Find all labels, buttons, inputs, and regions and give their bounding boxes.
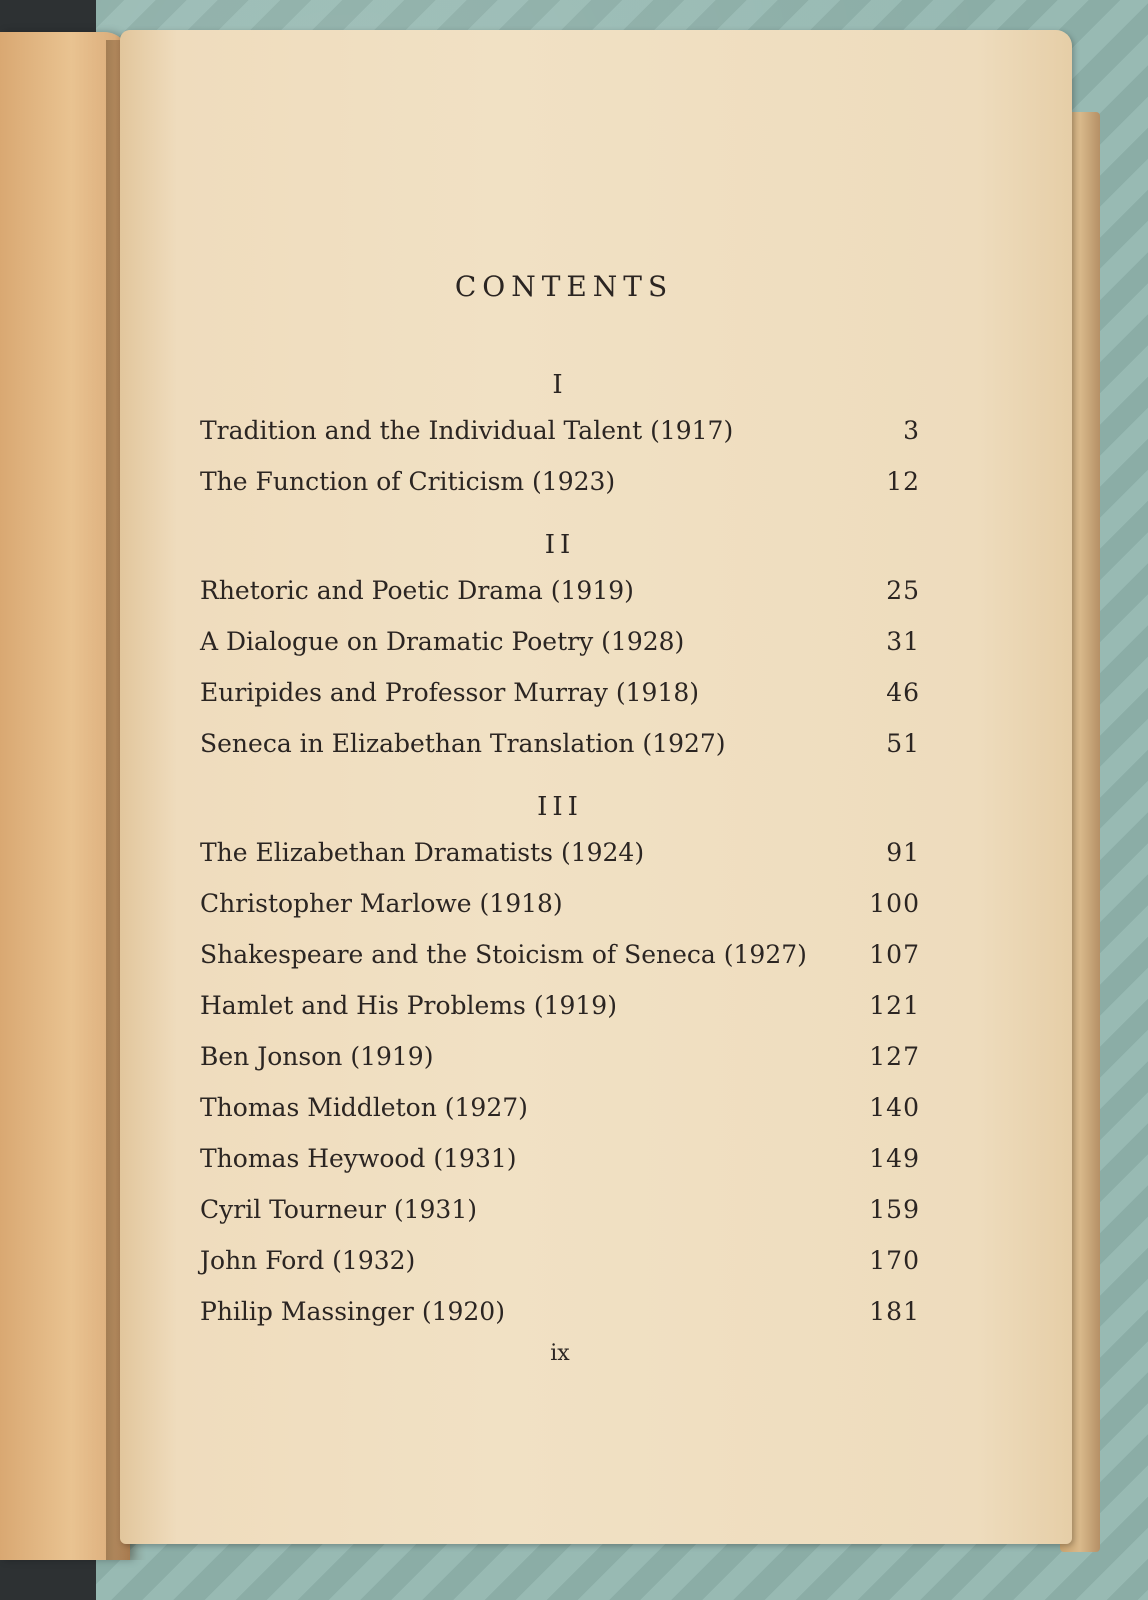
toc-entry-title: Hamlet and His Problems (1919): [200, 991, 617, 1020]
toc-entry-title: Thomas Heywood (1931): [200, 1144, 517, 1173]
toc-entry-page: 12: [886, 467, 920, 496]
toc-entry-title: A Dialogue on Dramatic Poetry (1928): [200, 627, 685, 656]
toc-entry-page: 159: [869, 1195, 920, 1224]
toc-entry-title: The Elizabethan Dramatists (1924): [200, 838, 645, 867]
toc-entry-title: Ben Jonson (1919): [200, 1042, 434, 1071]
toc-entry-title: Shakespeare and the Stoicism of Seneca (1927): [200, 940, 807, 969]
section-numeral: II: [544, 530, 576, 560]
toc-entry-page: 107: [869, 940, 920, 969]
toc-entry-page: 91: [886, 838, 920, 867]
toc-entry-title: Tradition and the Individual Talent (1917): [200, 416, 734, 445]
toc-entry-page: 25: [886, 576, 920, 605]
contents-heading: CONTENTS: [454, 270, 674, 303]
toc-entry-title: John Ford (1932): [200, 1246, 416, 1275]
toc-entry: [200, 1235, 920, 1286]
toc-entry-page: 149: [869, 1144, 920, 1173]
toc-entry-page: 46: [886, 678, 920, 707]
toc-entry-title: Rhetoric and Poetic Drama (1919): [200, 576, 634, 605]
toc-entry: [200, 1184, 920, 1235]
toc-entry: [200, 1286, 920, 1337]
toc-entry-title: Thomas Middleton (1927): [200, 1093, 528, 1122]
toc-entry-title: Philip Massinger (1920): [200, 1297, 505, 1326]
toc-entry: [200, 616, 920, 667]
page-folio: ix: [550, 1341, 570, 1366]
toc-entry-page: 51: [886, 729, 920, 758]
toc-entry: [200, 667, 920, 718]
toc-entry: [200, 565, 920, 616]
section-numeral: I: [552, 370, 568, 400]
toc-entry: [200, 405, 920, 456]
toc-entry: [200, 1082, 920, 1133]
toc-entry: [200, 718, 920, 769]
toc-entry-title: Christopher Marlowe (1918): [200, 889, 563, 918]
toc-entry: [200, 980, 920, 1031]
toc-entry-title: Seneca in Elizabethan Translation (1927): [200, 729, 726, 758]
toc-entry: [200, 1031, 920, 1082]
toc-entry-page: 121: [869, 991, 920, 1020]
toc-entry: [200, 878, 920, 929]
toc-entry: [200, 456, 920, 507]
contents-page: [120, 30, 1072, 1544]
toc-entry-page: 170: [869, 1246, 920, 1275]
toc-entry-page: 140: [869, 1093, 920, 1122]
toc-entry-title: The Function of Criticism (1923): [200, 467, 616, 496]
toc-entry-page: 127: [869, 1042, 920, 1071]
toc-entry: [200, 929, 920, 980]
table-of-contents: [200, 270, 920, 1366]
toc-entry-page: 100: [869, 889, 920, 918]
toc-entry-page: 3: [903, 416, 920, 445]
toc-entry: [200, 827, 920, 878]
toc-entry-page: 31: [886, 627, 920, 656]
toc-entry-title: Cyril Tourneur (1931): [200, 1195, 478, 1224]
toc-entry: [200, 1133, 920, 1184]
section-numeral: III: [537, 792, 583, 822]
toc-entry-page: 181: [869, 1297, 920, 1326]
toc-entry-title: Euripides and Professor Murray (1918): [200, 678, 700, 707]
